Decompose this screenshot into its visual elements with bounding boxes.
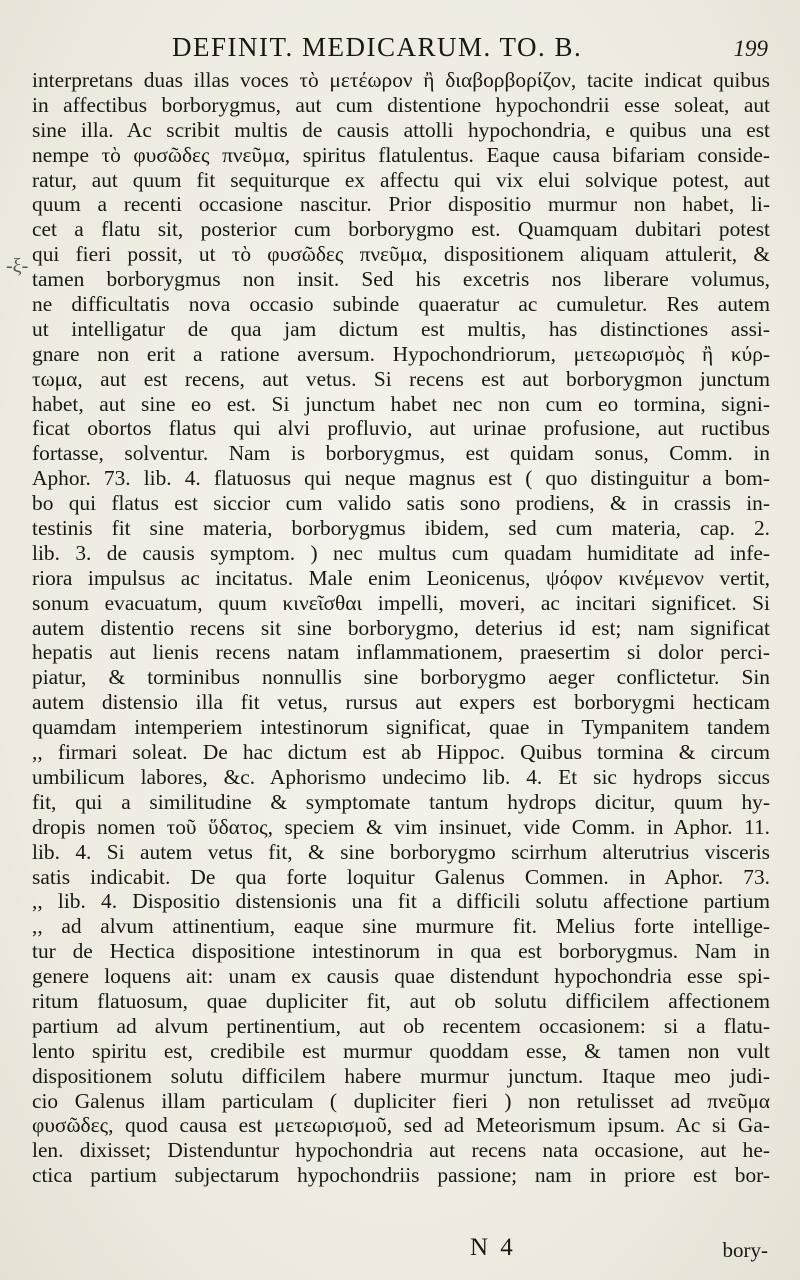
- text-line: tur de Hectica dispositione intestinorum in qua est borborygmus. Nam in: [32, 939, 770, 964]
- text-line: ritum flatuosum, quae dupliciter fit, aut ob solutu difficilem affectionem: [32, 988, 770, 1013]
- signature-mark: N 4: [470, 1234, 516, 1261]
- text-line: bo qui flatus est siccior cum valido satis sono prodiens, & in crassis in-: [32, 491, 770, 516]
- text-line: lib. 3. de causis symptom. ) nec multus cum quadam humiditate ad infe-: [32, 540, 770, 565]
- text-line: ,, ad alvum attinentium, eaque sine murmure fit. Melius forte intellige-: [32, 914, 770, 939]
- text-line: fit, qui a similitudine & symptomate tantum hydrops dicitur, quum hy-: [32, 789, 770, 814]
- text-line: dropis nomen τοῦ ὕδατος, speciem & vim insinuet, vide Comm. in Aphor. 11.: [32, 814, 770, 839]
- running-title: DEFINIT. MEDICARUM. TO. B.: [172, 32, 583, 62]
- margin-mark: -ξ-: [6, 255, 29, 277]
- text-line: len. dixisset; Distenduntur hypochondria aut recens nata occasione, aut he-: [32, 1138, 770, 1163]
- text-line: piatur, & torminibus nonnullis sine borborygmo aeger conflictetur. Sin: [32, 665, 770, 690]
- page-footer: [0, 1234, 800, 1266]
- text-line: partium ad alvum pertinentium, aut ob recentem occasionem: si a flatu-: [32, 1013, 770, 1038]
- catchword: bory-: [722, 1238, 768, 1262]
- text-line: Aphor. 73. lib. 4. flatuosus qui neque magnus est ( quo distinguitur a bom-: [32, 466, 770, 491]
- text-line: ,, lib. 4. Dispositio distensionis una fit a difficili solutu affectione partium: [32, 889, 770, 914]
- text-line: in affectibus borborygmus, aut cum distentione hypochondrii esse soleat, aut: [32, 92, 770, 117]
- page-number: 199: [733, 36, 768, 61]
- body-text: [32, 68, 770, 1188]
- text-line: lib. 4. Si autem vetus fit, & sine borborygmo scirrhum alterutrius visceris: [32, 839, 770, 864]
- text-line: quamdam intemperiem intestinorum significat, quae in Tympanitem tandem: [32, 715, 770, 740]
- text-line: dispositionem solutu difficilem habere murmur junctum. Itaque meo judi-: [32, 1063, 770, 1088]
- text-line: autem distentio recens sit sine borborygmo, deterius id est; nam significat: [32, 615, 770, 640]
- text-line: habet, aut sine eo est. Si junctum habet nec non cum eo tormina, signi-: [32, 391, 770, 416]
- text-line: genere loquens ait: unam ex causis quae distendunt hypochondria esse spi-: [32, 964, 770, 989]
- text-line: fortasse, solventur. Nam is borborygmus, est quidam sonus, Comm. in: [32, 441, 770, 466]
- text-line: quum a recenti occasione nascitur. Prior dispositio murmur non habet, li-: [32, 192, 770, 217]
- text-line: ,, firmari soleat. De hac dictum est ab Hippoc. Quibus tormina & circum: [32, 740, 770, 765]
- text-line: nempe τὸ φυσῶδες πνεῦμα, spiritus flatulentus. Eaque causa bifariam conside-: [32, 142, 770, 167]
- text-line: interpretans duas illas voces τὸ μετέωρον ἢ διαβορβορίζον, tacite indicat quibus: [32, 68, 770, 92]
- text-line: ficat obortos flatus qui alvi profluvio, aut urinae profusione, aut ructibus: [32, 416, 770, 441]
- text-line: riora impulsus ac incitatus. Male enim Leonicenus, ψόφον κινέμενον vertit,: [32, 565, 770, 590]
- text-line: ne difficultatis nova occasio subinde quaeratur ac cumuletur. Res autem: [32, 292, 770, 317]
- text-line: autem distensio illa fit vetus, rursus aut expers est borborygmi hecticam: [32, 690, 770, 715]
- text-line: sine illa. Ac scribit multis de causis attolli hypochondria, e quibus una est: [32, 117, 770, 142]
- text-line: testinis fit sine materia, borborygmus ibidem, sed cum materia, cap. 2.: [32, 516, 770, 541]
- text-line: τωμα, aut est recens, aut vetus. Si recens est aut borborygmon junctum: [32, 366, 770, 391]
- text-line: tamen borborygmus non insit. Sed his excetris nos liberare volumus,: [32, 267, 770, 292]
- text-line: cet a flatu sit, posterior cum borborygmo est. Quamquam dubitari potest: [32, 217, 770, 242]
- text-line: umbilicum labores, &c. Aphorismo undecimo lib. 4. Et sic hydrops siccus: [32, 764, 770, 789]
- text-line: lento spiritu est, credibile est murmur quoddam esse, & tamen non vult: [32, 1038, 770, 1063]
- text-line: φυσῶδες, quod causa est μετεωρισμοῦ, sed ad Meteorismum ipsum. Ac si Ga-: [32, 1113, 770, 1138]
- text-line: cio Galenus illam particulam ( dupliciter fieri ) non retulisset ad πνεῦμα: [32, 1088, 770, 1113]
- text-line: ut intelligatur de qua jam dictum est multis, has distinctiones assi-: [32, 316, 770, 341]
- text-line: satis indicabit. De qua forte loquitur Galenus Commen. in Aphor. 73.: [32, 864, 770, 889]
- text-line: qui fieri possit, ut τὸ φυσῶδες πνεῦμα, dispositionem aliquam attulerit, &: [32, 242, 770, 267]
- text-line: sonum evacuatum, quum κινεῖσθαι impelli, moveri, ac incitari significet. Si: [32, 590, 770, 615]
- page-header: [0, 30, 800, 64]
- text-line: hepatis aut lienis recens natam inflammationem, praesertim si dolor perci-: [32, 640, 770, 665]
- text-line: gnare non erit a ratione aversum. Hypochondriorum, μετεωρισμὸς ἢ κύρ-: [32, 341, 770, 366]
- text-line: ratur, aut quum fit sequiturque ex affectu qui vix elui solvique potest, aut: [32, 167, 770, 192]
- text-line: ctica partium subjectarum hypochondriis passione; nam in priore est bor-: [32, 1163, 770, 1188]
